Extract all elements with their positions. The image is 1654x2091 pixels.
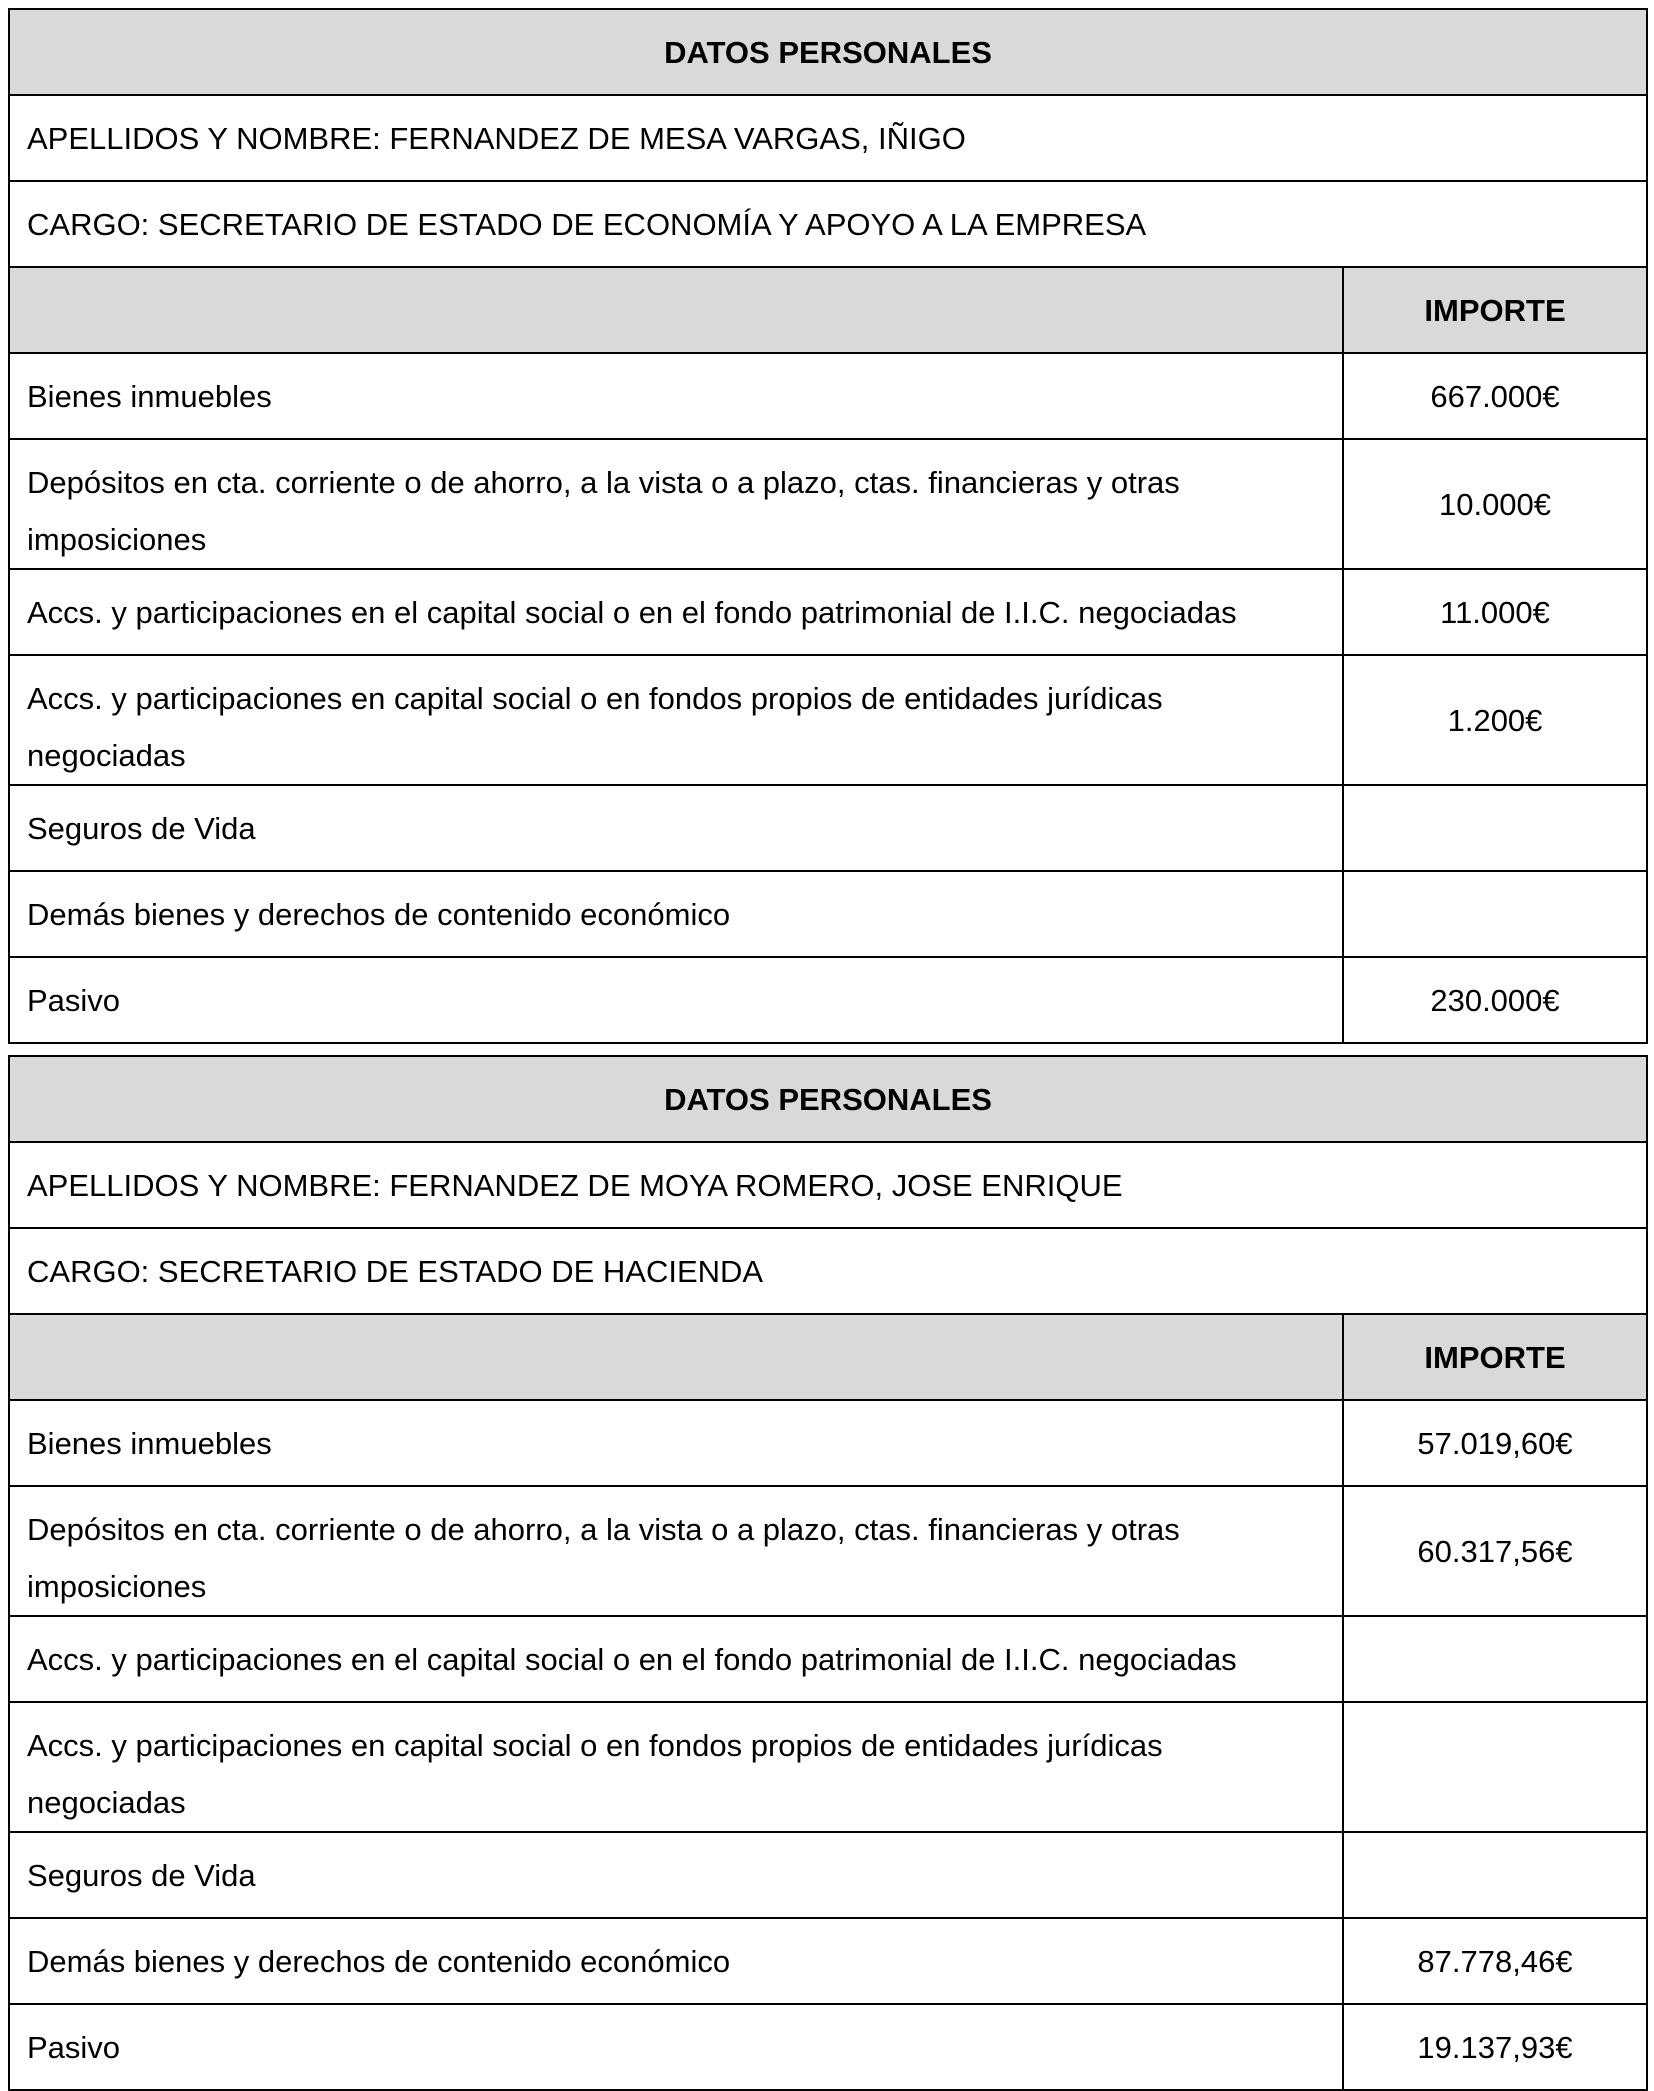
row-label: Accs. y participaciones en el capital social o en el fondo patrimonial de I.I.C. negociadas <box>9 1616 1343 1702</box>
table-row <box>9 569 1647 655</box>
table-row <box>9 1702 1647 1832</box>
asset-declaration-table <box>8 8 1648 1044</box>
position-line: CARGO: SECRETARIO DE ESTADO DE HACIENDA <box>9 1228 1647 1314</box>
table-row <box>9 1400 1647 1486</box>
row-amount: 1.200€ <box>1343 655 1647 785</box>
table-row <box>9 655 1647 785</box>
row-label: Bienes inmuebles <box>9 1400 1343 1486</box>
table-row <box>9 439 1647 569</box>
row-label: Bienes inmuebles <box>9 353 1343 439</box>
row-amount: 11.000€ <box>1343 569 1647 655</box>
row-amount <box>1343 1616 1647 1702</box>
blank-header-cell <box>9 1314 1343 1400</box>
amount-column-header: IMPORTE <box>1343 1314 1647 1400</box>
row-amount: 10.000€ <box>1343 439 1647 569</box>
row-amount <box>1343 1702 1647 1832</box>
row-label: Depósitos en cta. corriente o de ahorro, a la vista o a plazo, ctas. financieras y otras imposiciones <box>9 1486 1343 1616</box>
row-label: Demás bienes y derechos de contenido económico <box>9 1918 1343 2004</box>
row-amount <box>1343 1832 1647 1918</box>
name-line: APELLIDOS Y NOMBRE: FERNANDEZ DE MOYA ROMERO, JOSE ENRIQUE <box>9 1142 1647 1228</box>
row-amount <box>1343 785 1647 871</box>
row-amount: 60.317,56€ <box>1343 1486 1647 1616</box>
row-label: Depósitos en cta. corriente o de ahorro, a la vista o a plazo, ctas. financieras y otras imposiciones <box>9 439 1343 569</box>
row-label: Accs. y participaciones en capital social o en fondos propios de entidades jurídicas negociadas <box>9 655 1343 785</box>
table-row <box>9 353 1647 439</box>
row-label: Demás bienes y derechos de contenido económico <box>9 871 1343 957</box>
row-label: Accs. y participaciones en el capital social o en el fondo patrimonial de I.I.C. negociadas <box>9 569 1343 655</box>
section-header: DATOS PERSONALES <box>9 9 1647 95</box>
position-line: CARGO: SECRETARIO DE ESTADO DE ECONOMÍA Y APOYO A LA EMPRESA <box>9 181 1647 267</box>
table-row <box>9 871 1647 957</box>
table-row <box>9 785 1647 871</box>
row-label: Accs. y participaciones en capital social o en fondos propios de entidades jurídicas negociadas <box>9 1702 1343 1832</box>
blank-header-cell <box>9 267 1343 353</box>
row-amount: 87.778,46€ <box>1343 1918 1647 2004</box>
table-row <box>9 957 1647 1043</box>
row-amount: 57.019,60€ <box>1343 1400 1647 1486</box>
row-amount: 19.137,93€ <box>1343 2004 1647 2090</box>
table-row <box>9 2004 1647 2090</box>
table-row <box>9 1616 1647 1702</box>
row-label: Seguros de Vida <box>9 1832 1343 1918</box>
table-row <box>9 1832 1647 1918</box>
row-amount: 667.000€ <box>1343 353 1647 439</box>
row-amount: 230.000€ <box>1343 957 1647 1043</box>
row-amount <box>1343 871 1647 957</box>
row-label: Pasivo <box>9 2004 1343 2090</box>
row-label: Seguros de Vida <box>9 785 1343 871</box>
table-row <box>9 1486 1647 1616</box>
asset-declaration-table <box>8 1055 1648 2091</box>
section-header: DATOS PERSONALES <box>9 1056 1647 1142</box>
name-line: APELLIDOS Y NOMBRE: FERNANDEZ DE MESA VARGAS, IÑIGO <box>9 95 1647 181</box>
row-label: Pasivo <box>9 957 1343 1043</box>
table-row <box>9 1918 1647 2004</box>
amount-column-header: IMPORTE <box>1343 267 1647 353</box>
